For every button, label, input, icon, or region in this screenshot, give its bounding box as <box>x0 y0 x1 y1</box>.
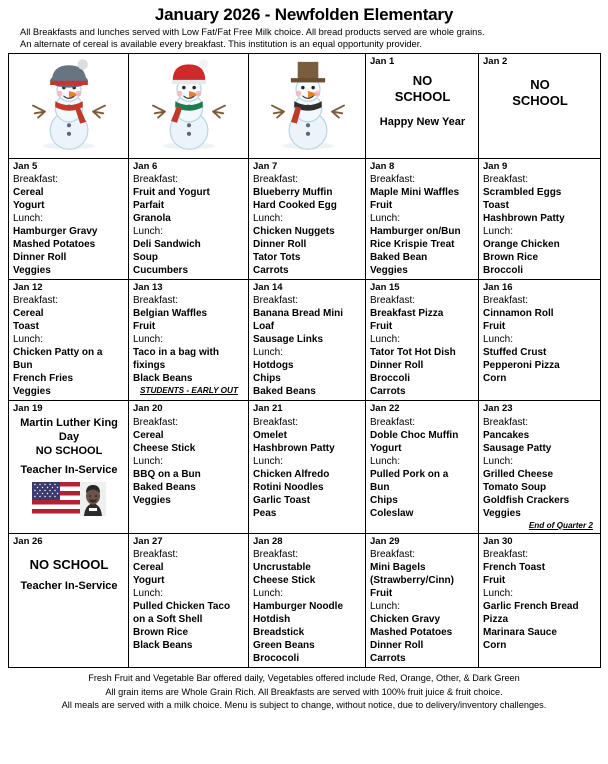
calendar-day-cell <box>9 534 129 668</box>
lunch-item: Tomato Soup <box>483 481 547 493</box>
calendar-day-cell <box>9 401 129 534</box>
lunch-item: Veggies <box>483 507 521 519</box>
breakfast-item: Cereal <box>13 308 44 320</box>
day-number: Jan 27 <box>133 536 163 548</box>
lunch-item: fixings <box>133 360 166 372</box>
breakfast-item: Mini Bagels <box>370 562 426 574</box>
lunch-label: Lunch: <box>133 334 164 346</box>
breakfast-item: Hard Cooked Egg <box>253 200 337 212</box>
breakfast-item: Cereal <box>133 562 164 574</box>
no-school-line: NO SCHOOL <box>29 557 109 573</box>
no-school-notice <box>13 548 125 593</box>
lunch-item: Tator Tots <box>253 252 301 264</box>
breakfast-label: Breakfast: <box>13 295 59 307</box>
breakfast-item: Breakfast Pizza <box>370 308 444 320</box>
lunch-item: Brown Rice <box>133 627 189 639</box>
lunch-item: Black Beans <box>133 640 193 652</box>
day-number: Jan 15 <box>370 282 400 294</box>
day-number: Jan 16 <box>483 282 513 294</box>
breakfast-item: Fruit <box>483 321 506 333</box>
lunch-item: Chicken Nuggets <box>253 226 335 238</box>
header-note-1: All Breakfasts and lunches served with Low Fat/Fat Free Milk choice. All bread products served are whole grains. <box>20 26 485 37</box>
lunch-label: Lunch: <box>253 455 284 467</box>
lunch-item: Taco in a bag with <box>133 347 219 359</box>
breakfast-item: Cereal <box>13 187 44 199</box>
lunch-item: Corn <box>483 373 507 385</box>
lunch-item: Rotini Noodles <box>253 481 324 493</box>
breakfast-label: Breakfast: <box>483 549 529 561</box>
day-number: Jan 20 <box>133 403 163 415</box>
lunch-item: on a Soft Shell <box>133 614 203 626</box>
schedule-note: STUDENTS - EARLY OUT <box>140 386 238 396</box>
day-number: Jan 6 <box>133 161 158 173</box>
lunch-item: Green Beans <box>253 640 315 652</box>
lunch-item: Orange Chicken <box>483 239 560 251</box>
breakfast-item: Scrambled Eggs <box>483 187 562 199</box>
calendar-day-cell <box>249 159 366 280</box>
calendar-day-cell <box>366 280 479 401</box>
decorative-art-cell <box>129 54 249 159</box>
lunch-label: Lunch: <box>13 213 44 225</box>
no-school-line: SCHOOL <box>394 89 451 105</box>
day-number: Jan 14 <box>253 282 283 294</box>
breakfast-item: Hashbrown Patty <box>483 213 565 225</box>
lunch-label: Lunch: <box>370 601 401 613</box>
calendar-day-cell <box>129 534 249 668</box>
lunch-item: Chips <box>253 373 281 385</box>
lunch-item: French Fries <box>13 373 74 385</box>
day-number: Jan 28 <box>253 536 283 548</box>
lunch-item: Dinner Roll <box>370 360 424 372</box>
calendar-day-cell <box>9 159 129 280</box>
lunch-item: Breadstick <box>253 627 305 639</box>
day-number: Jan 12 <box>13 282 43 294</box>
calendar-day-cell <box>249 280 366 401</box>
decorative-art-cell <box>9 54 129 159</box>
lunch-item: Stuffed Crust <box>483 347 547 359</box>
lunch-item: Bun <box>13 360 33 372</box>
lunch-label: Lunch: <box>483 588 514 600</box>
day-number: Jan 7 <box>253 161 278 173</box>
lunch-item: Peas <box>253 507 277 519</box>
breakfast-item: French Toast <box>483 562 546 574</box>
lunch-label: Lunch: <box>483 226 514 238</box>
lunch-item: Dinner Roll <box>370 640 424 652</box>
breakfast-item: Fruit <box>370 321 393 333</box>
lunch-item: BBQ on a Bun <box>133 468 201 480</box>
snowman-top-hat-icon <box>265 55 351 156</box>
lunch-item: Grilled Cheese <box>483 468 554 480</box>
breakfast-item: Fruit <box>370 588 393 600</box>
breakfast-label: Breakfast: <box>133 295 179 307</box>
breakfast-item: Maple Mini Waffles <box>370 187 460 199</box>
header-note-2: An alternate of cereal is available every breakfast. This institution is an equal opportunity provider. <box>20 38 422 49</box>
page-title: January 2026 - Newfolden Elementary <box>154 5 454 24</box>
holiday-line: Martin Luther King <box>20 416 118 429</box>
calendar-day-cell <box>479 401 601 534</box>
breakfast-item: Banana Bread Mini <box>253 308 344 320</box>
breakfast-item: Fruit <box>370 200 393 212</box>
lunch-item: Veggies <box>13 265 51 277</box>
breakfast-label: Breakfast: <box>370 295 416 307</box>
lunch-item: Hamburger Gravy <box>13 226 98 238</box>
breakfast-item: Yogurt <box>13 200 45 212</box>
lunch-item: Mashed Potatoes <box>370 627 453 639</box>
snowman-red-hat-icon <box>146 55 232 156</box>
lunch-item: Goldfish Crackers <box>483 494 570 506</box>
lunch-item: Corn <box>483 640 507 652</box>
lunch-item: Broccoli <box>370 373 411 385</box>
holiday-line: NO SCHOOL <box>35 445 103 458</box>
lunch-label: Lunch: <box>370 334 401 346</box>
day-number: Jan 13 <box>133 282 163 294</box>
lunch-label: Lunch: <box>133 455 164 467</box>
footer-note-2: All grain items are Whole Grain Rich. All Breakfasts are served with 100% fruit juice & fruit choice. <box>105 686 503 697</box>
lunch-label: Lunch: <box>483 455 514 467</box>
breakfast-item: Cereal <box>133 429 164 441</box>
header-notes <box>8 25 600 51</box>
lunch-item: Pepperoni Pizza <box>483 360 560 372</box>
no-school-line: NO <box>530 77 550 93</box>
breakfast-item: Granola <box>133 213 171 225</box>
lunch-item: Hotdogs <box>253 360 294 372</box>
lunch-label: Lunch: <box>253 213 284 225</box>
calendar-day-cell <box>479 534 601 668</box>
snowman-blue-hat-icon <box>26 55 112 156</box>
holiday-notice <box>13 416 125 478</box>
breakfast-item: Blueberry Muffin <box>253 187 333 199</box>
breakfast-item: Fruit and Yogurt <box>133 187 210 199</box>
lunch-item: Garlic Toast <box>253 494 311 506</box>
calendar-week-row <box>9 280 601 401</box>
lunch-item: Chicken Patty on a <box>13 347 103 359</box>
breakfast-label: Breakfast: <box>133 416 179 428</box>
calendar-day-cell <box>249 534 366 668</box>
footer-notes <box>8 668 600 712</box>
day-number: Jan 30 <box>483 536 513 548</box>
teacher-inservice-label: Teacher In-Service <box>20 579 118 592</box>
lunch-item: Pizza <box>483 614 509 626</box>
breakfast-item: Yogurt <box>133 575 165 587</box>
lunch-item: Hamburger on/Bun <box>370 226 461 238</box>
lunch-item: Carrots <box>253 265 289 277</box>
calendar-day-cell <box>129 280 249 401</box>
lunch-item: Chicken Alfredo <box>253 468 330 480</box>
lunch-item: Pulled Chicken Taco <box>133 601 231 613</box>
breakfast-item: Loaf <box>253 321 275 333</box>
calendar-day-cell <box>479 159 601 280</box>
breakfast-label: Breakfast: <box>253 174 299 186</box>
breakfast-item: Omelet <box>253 429 287 441</box>
lunch-item: Baked Beans <box>133 481 196 493</box>
breakfast-item: Hashbrown Patty <box>253 442 335 454</box>
calendar-day-cell <box>249 401 366 534</box>
lunch-label: Lunch: <box>253 588 284 600</box>
lunch-item: Dinner Roll <box>253 239 307 251</box>
lunch-item: Brown Rice <box>483 252 539 264</box>
breakfast-item: (Strawberry/Cinn) <box>370 575 454 587</box>
day-number: Jan 8 <box>370 161 395 173</box>
lunch-item: Hamburger Noodle <box>253 601 344 613</box>
lunch-item: Black Beans <box>133 373 193 385</box>
lunch-label: Lunch: <box>133 226 164 238</box>
lunch-item: Deli Sandwich <box>133 239 201 251</box>
day-number: Jan 29 <box>370 536 400 548</box>
footer-note-1: Fresh Fruit and Vegetable Bar offered daily, Vegetables offered include Red, Orange, Other, & Dark Green <box>88 673 520 684</box>
breakfast-item: Parfait <box>133 200 165 212</box>
lunch-item: Pulled Pork on a <box>370 468 449 480</box>
breakfast-item: Uncrustable <box>253 562 311 574</box>
calendar-day-cell <box>479 280 601 401</box>
day-number: Jan 21 <box>253 403 283 415</box>
lunch-label: Lunch: <box>370 213 401 225</box>
breakfast-label: Breakfast: <box>370 549 416 561</box>
lunch-item: Dinner Roll <box>13 252 67 264</box>
decorative-art-cell <box>249 54 366 159</box>
lunch-item: Baked Bean <box>370 252 428 264</box>
lunch-item: Chips <box>370 494 398 506</box>
breakfast-label: Breakfast: <box>133 174 179 186</box>
lunch-item: Baked Beans <box>253 386 316 398</box>
no-school-notice <box>370 68 475 129</box>
breakfast-label: Breakfast: <box>253 549 299 561</box>
breakfast-label: Breakfast: <box>253 295 299 307</box>
mlk-flag-image <box>32 482 106 521</box>
no-school-line: NO <box>412 73 433 89</box>
lunch-label: Lunch: <box>13 334 44 346</box>
lunch-item: Mashed Potatoes <box>13 239 96 251</box>
lunch-item: Brococoli <box>253 653 300 665</box>
breakfast-label: Breakfast: <box>370 416 416 428</box>
calendar-week-row <box>9 54 601 159</box>
day-number: Jan 2 <box>483 56 508 68</box>
breakfast-label: Breakfast: <box>483 416 529 428</box>
lunch-item: Coleslaw <box>370 507 414 519</box>
lunch-item: Broccoli <box>483 265 524 277</box>
lunch-label: Lunch: <box>133 588 164 600</box>
lunch-item: Carrots <box>370 386 406 398</box>
lunch-item: Chicken Gravy <box>370 614 441 626</box>
calendar-week-row <box>9 159 601 280</box>
breakfast-item: Cinnamon Roll <box>483 308 554 320</box>
calendar-day-cell <box>9 280 129 401</box>
day-number: Jan 5 <box>13 161 38 173</box>
calendar-day-cell <box>129 159 249 280</box>
day-number: Jan 23 <box>483 403 513 415</box>
breakfast-label: Breakfast: <box>133 549 179 561</box>
calendar-day-cell <box>366 159 479 280</box>
lunch-label: Lunch: <box>483 334 514 346</box>
breakfast-item: Toast <box>13 321 39 333</box>
calendar-table <box>8 53 601 668</box>
lunch-item: Tator Tot Hot Dish <box>370 347 456 359</box>
calendar-day-cell <box>366 401 479 534</box>
calendar-day-cell <box>366 54 479 159</box>
teacher-inservice-label: Teacher In-Service <box>20 464 118 477</box>
day-number: Jan 26 <box>13 536 43 548</box>
breakfast-item: Doble Choc Muffin <box>370 429 459 441</box>
lunch-item: Marinara Sauce <box>483 627 557 639</box>
calendar-day-cell <box>129 401 249 534</box>
lunch-item: Soup <box>133 252 158 264</box>
calendar-week-row <box>9 534 601 668</box>
breakfast-label: Breakfast: <box>483 295 529 307</box>
lunch-item: Garlic French Bread <box>483 601 579 613</box>
lunch-item: Bun <box>370 481 390 493</box>
breakfast-item: Fruit <box>133 321 156 333</box>
breakfast-item: Belgian Waffles <box>133 308 208 320</box>
lunch-item: Carrots <box>370 653 406 665</box>
lunch-item: Veggies <box>370 265 408 277</box>
day-number: Jan 9 <box>483 161 508 173</box>
breakfast-item: Fruit <box>483 575 506 587</box>
lunch-item: Cucumbers <box>133 265 189 277</box>
holiday-greeting: Happy New Year <box>379 115 466 128</box>
no-school-notice <box>483 68 597 110</box>
schedule-note: End of Quarter 2 <box>528 520 593 530</box>
breakfast-item: Pancakes <box>483 429 530 441</box>
lunch-label: Lunch: <box>253 347 284 359</box>
lunch-item: Veggies <box>13 386 51 398</box>
lunch-label: Lunch: <box>370 455 401 467</box>
no-school-line: SCHOOL <box>512 93 568 109</box>
breakfast-item: Yogurt <box>370 442 402 454</box>
day-number: Jan 19 <box>13 403 43 415</box>
holiday-line: Day <box>58 430 80 443</box>
lunch-item: Rice Krispie Treat <box>370 239 455 251</box>
breakfast-label: Breakfast: <box>483 174 529 186</box>
day-number: Jan 22 <box>370 403 400 415</box>
breakfast-item: Sausage Patty <box>483 442 552 454</box>
breakfast-label: Breakfast: <box>13 174 59 186</box>
breakfast-label: Breakfast: <box>253 416 299 428</box>
breakfast-item: Cheese Stick <box>253 575 316 587</box>
calendar-week-row <box>9 401 601 534</box>
breakfast-label: Breakfast: <box>370 174 416 186</box>
lunch-item: Veggies <box>133 494 171 506</box>
lunch-item: Hotdish <box>253 614 291 626</box>
breakfast-item: Toast <box>483 200 509 212</box>
footer-note-3: All meals are served with a milk choice. Menu is subject to change, without notice, due to delivery/inventory challenges. <box>61 700 547 711</box>
breakfast-item: Cheese Stick <box>133 442 196 454</box>
calendar-day-cell <box>479 54 601 159</box>
calendar-day-cell <box>366 534 479 668</box>
breakfast-item: Sausage Links <box>253 334 324 346</box>
day-number: Jan 1 <box>370 56 395 68</box>
